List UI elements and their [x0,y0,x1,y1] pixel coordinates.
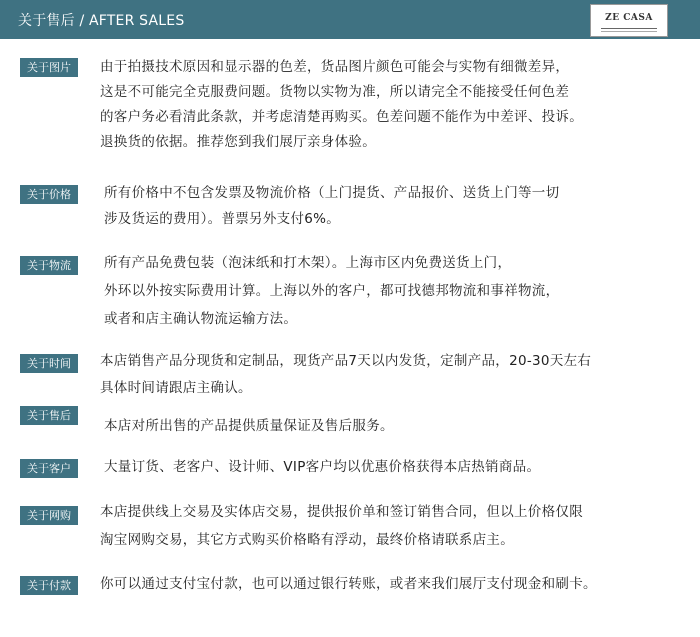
section-text-line: 所有产品免费包装（泡沫纸和打木架）。上海市区内免费送货上门， [104,255,512,271]
section-text-line: 你可以通过支付宝付款，也可以通过银行转账，或者来我们展厅支付现金和刷卡。 [100,576,597,592]
section-text-line: 的客户务必看清此条款，并考虑清楚再购买。色差问题不能作为中差评、投诉。 [100,109,583,125]
logo-divider [601,28,657,29]
section-tag-logistics: 关于物流 [20,256,78,275]
section-text-line: 退换货的依据。推荐您到我们展厅亲身体验。 [100,134,376,150]
logo-text: ZE CASA [605,13,653,23]
section-text-line: 涉及货运的费用）。普票另外支付6%。 [104,211,341,227]
section-text-line: 淘宝网购交易，其它方式购买价格略有浮动，最终价格请联系店主。 [100,532,514,548]
section-text-line: 这是不可能完全克服费问题。货物以实物为准，所以请完全不能接受任何色差 [100,84,570,100]
section-text-line: 本店销售产品分现货和定制品，现货产品7天以内发货，定制产品，20-30天左右 [100,353,592,369]
brand-logo [590,4,668,37]
section-text-line: 或者和店主确认物流运输方法。 [104,311,298,327]
page-title: 关于售后 / AFTER SALES [18,13,185,29]
section-tag-payment: 关于付款 [20,576,78,595]
section-tag-time: 关于时间 [20,354,78,373]
section-text-line: 本店对所出售的产品提供质量保证及售后服务。 [104,418,394,434]
section-text-line: 由于拍摄技术原因和显示器的色差，货品图片颜色可能会与实物有细微差异， [100,59,570,75]
section-tag-after-sales: 关于售后 [20,406,78,425]
section-tag-pictures: 关于图片 [20,58,78,77]
section-tag-price: 关于价格 [20,185,78,204]
section-text-line: 所有价格中不包含发票及物流价格（上门提货、产品报价、送货上门等一切 [104,185,560,201]
section-tag-customers: 关于客户 [20,459,78,478]
section-tag-online-shopping: 关于网购 [20,506,78,525]
section-text-line: 大量订货、老客户、设计师、VIP客户均以优惠价格获得本店热销商品。 [104,459,541,475]
header-bar [0,0,700,39]
logo-divider [601,31,657,32]
section-text-line: 本店提供线上交易及实体店交易，提供报价单和签订销售合同，但以上价格仅限 [100,504,583,520]
section-text-line: 具体时间请跟店主确认。 [100,380,252,396]
section-text-line: 外环以外按实际费用计算。上海以外的客户，都可找德邦物流和事祥物流， [104,283,560,299]
